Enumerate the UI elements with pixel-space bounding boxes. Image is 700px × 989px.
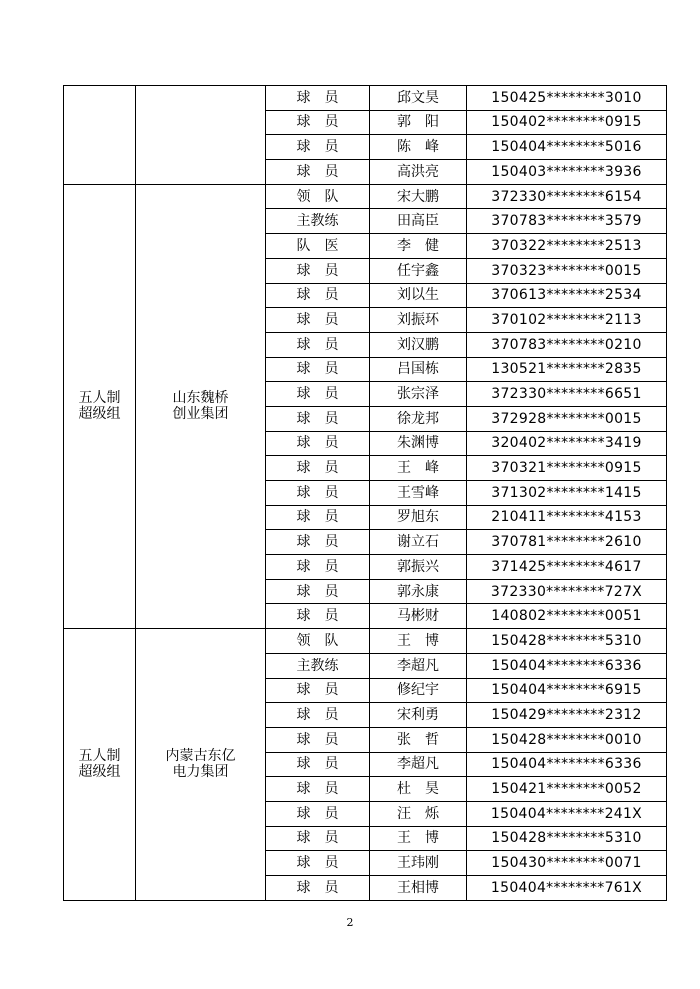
id-number-cell: 150425********3010 [467,86,667,111]
id-number-cell: 150428********5310 [467,629,667,654]
team-name: 山东魏桥 [172,390,229,407]
name-cell: 马彬财 [370,604,467,629]
name-cell: 王相博 [370,876,467,901]
name-cell: 王 博 [370,629,467,654]
name-cell: 吕国栋 [370,357,467,382]
role-cell: 球 员 [266,727,370,752]
role-cell: 主教练 [266,653,370,678]
role-cell: 球 员 [266,135,370,160]
id-number-cell: 320402********3419 [467,431,667,456]
team-cell [136,86,266,185]
role-cell: 球 员 [266,505,370,530]
name-cell: 王 博 [370,826,467,851]
id-number-cell: 371302********1415 [467,481,667,506]
table-row [64,184,667,209]
id-number-cell: 371425********4617 [467,555,667,580]
id-number-cell: 150402********0915 [467,110,667,135]
group-label: 超级组 [78,406,121,423]
role-cell: 球 员 [266,308,370,333]
id-number-cell: 370783********3579 [467,209,667,234]
name-cell: 李 健 [370,234,467,259]
name-cell: 宋利勇 [370,703,467,728]
role-cell: 球 员 [266,481,370,506]
role-cell: 球 员 [266,283,370,308]
table-row [64,629,667,654]
id-number-cell: 150421********0052 [467,777,667,802]
id-number-cell: 150404********6915 [467,678,667,703]
role-cell: 球 员 [266,678,370,703]
name-cell: 郭振兴 [370,555,467,580]
name-cell: 张 哲 [370,727,467,752]
name-cell: 陈 峰 [370,135,467,160]
name-cell: 李超凡 [370,653,467,678]
name-cell: 谢立石 [370,530,467,555]
name-cell: 汪 烁 [370,801,467,826]
role-cell: 球 员 [266,332,370,357]
name-cell: 郭永康 [370,579,467,604]
role-cell: 球 员 [266,160,370,185]
role-cell: 球 员 [266,530,370,555]
id-number-cell: 370322********2513 [467,234,667,259]
team-cell [136,629,266,901]
role-cell: 球 员 [266,555,370,580]
role-cell: 球 员 [266,406,370,431]
id-number-cell: 150404********241X [467,801,667,826]
name-cell: 徐龙邦 [370,406,467,431]
id-number-cell: 150428********0010 [467,727,667,752]
name-cell: 刘以生 [370,283,467,308]
name-cell: 任宇鑫 [370,258,467,283]
role-cell: 主教练 [266,209,370,234]
role-cell: 球 员 [266,456,370,481]
id-number-cell: 370781********2610 [467,530,667,555]
id-number-cell: 130521********2835 [467,357,667,382]
role-cell: 球 员 [266,876,370,901]
team-name: 电力集团 [172,764,229,781]
id-number-cell: 150404********5016 [467,135,667,160]
id-number-cell: 150430********0071 [467,851,667,876]
name-cell: 李超凡 [370,752,467,777]
team-cell [136,184,266,628]
id-number-cell: 372928********0015 [467,406,667,431]
page-number: 2 [346,916,354,929]
id-number-cell: 150428********5310 [467,826,667,851]
role-cell: 球 员 [266,357,370,382]
group-label: 超级组 [78,764,121,781]
group-cell [64,86,136,185]
id-number-cell: 370321********0915 [467,456,667,481]
id-number-cell: 372330********727X [467,579,667,604]
roster-table [63,85,667,901]
group-label: 五人制 [78,748,121,765]
role-cell: 球 员 [266,826,370,851]
role-cell: 领 队 [266,184,370,209]
role-cell: 球 员 [266,110,370,135]
table-row [64,86,667,111]
role-cell: 球 员 [266,431,370,456]
id-number-cell: 150404********761X [467,876,667,901]
id-number-cell: 370783********0210 [467,332,667,357]
role-cell: 球 员 [266,258,370,283]
id-number-cell: 150403********3936 [467,160,667,185]
role-cell: 球 员 [266,801,370,826]
name-cell: 修纪宇 [370,678,467,703]
roster-body [64,86,667,901]
role-cell: 球 员 [266,777,370,802]
team-name: 内蒙古东亿 [165,748,236,765]
role-cell: 领 队 [266,629,370,654]
id-number-cell: 372330********6154 [467,184,667,209]
name-cell: 刘汉鹏 [370,332,467,357]
role-cell: 球 员 [266,851,370,876]
id-number-cell: 150404********6336 [467,653,667,678]
name-cell: 邱文昊 [370,86,467,111]
role-cell: 球 员 [266,382,370,407]
name-cell: 王 峰 [370,456,467,481]
group-label: 五人制 [78,390,121,407]
role-cell: 球 员 [266,579,370,604]
role-cell: 球 员 [266,703,370,728]
id-number-cell: 370102********2113 [467,308,667,333]
role-cell: 队 医 [266,234,370,259]
id-number-cell: 140802********0051 [467,604,667,629]
name-cell: 王玮刚 [370,851,467,876]
id-number-cell: 370613********2534 [467,283,667,308]
name-cell: 宋大鹏 [370,184,467,209]
name-cell: 高洪亮 [370,160,467,185]
group-cell [64,184,136,628]
group-cell [64,629,136,901]
name-cell: 郭 阳 [370,110,467,135]
name-cell: 刘振环 [370,308,467,333]
name-cell: 朱渊博 [370,431,467,456]
id-number-cell: 372330********6651 [467,382,667,407]
team-name: 创业集团 [172,406,229,423]
id-number-cell: 370323********0015 [467,258,667,283]
name-cell: 罗旭东 [370,505,467,530]
id-number-cell: 150429********2312 [467,703,667,728]
name-cell: 田高臣 [370,209,467,234]
id-number-cell: 150404********6336 [467,752,667,777]
role-cell: 球 员 [266,86,370,111]
role-cell: 球 员 [266,604,370,629]
id-number-cell: 210411********4153 [467,505,667,530]
name-cell: 张宗泽 [370,382,467,407]
name-cell: 王雪峰 [370,481,467,506]
name-cell: 杜 昊 [370,777,467,802]
role-cell: 球 员 [266,752,370,777]
